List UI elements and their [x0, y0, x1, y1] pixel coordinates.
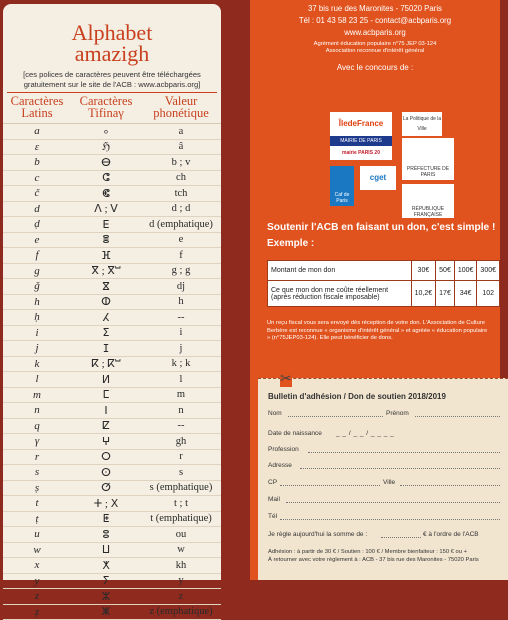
form-footnote [268, 548, 479, 564]
tifinagh-cell: ⴻ [71, 233, 141, 246]
tifinagh-cell: ⴱ [71, 156, 141, 169]
table-row [3, 574, 221, 590]
prenom-label: Prénom [386, 410, 409, 417]
phone-email: Tél : 01 43 58 23 25 - contact@acbparis.org [250, 15, 500, 27]
tifinagh-cell: ⵓ [71, 528, 141, 541]
nom-field[interactable] [288, 416, 383, 417]
cut-line [258, 378, 508, 379]
latin-cell: ẓ [3, 606, 71, 618]
latin-cell: ǧ [3, 280, 71, 292]
alphabet-card [3, 4, 221, 580]
tifinagh-cell: ⵢ [71, 574, 141, 587]
latin-cell: x [3, 559, 71, 571]
phonetic-cell: h [141, 296, 221, 307]
naissance-label: Date de naissance [268, 430, 322, 437]
website: www.acbparis.org [250, 27, 500, 39]
phonetic-cell: -- [141, 312, 221, 323]
table-row [3, 357, 221, 373]
tifinagh-cell: ⵊ [71, 342, 141, 355]
table-row [3, 264, 221, 280]
tifinagh-cell: ⴹ [71, 218, 141, 231]
table-row [3, 512, 221, 528]
header-latin: Caractères Latins [3, 95, 71, 119]
latin-cell: r [3, 451, 71, 463]
table-row [3, 202, 221, 218]
table-row [3, 419, 221, 435]
row2-label: Ce que mon don me coûte réellement (après réduction fiscale imposable) [268, 281, 412, 307]
adresse-label: Adresse [268, 462, 292, 469]
font-download-note: [ces polices de caractères peuvent être téléchargées gratuitement sur le site de l'ACB : www.acbparis.org] [3, 70, 221, 89]
amount-field[interactable] [381, 537, 421, 538]
table-cell: 50€ [436, 261, 455, 281]
phonetic-cell: k ; k [141, 358, 221, 369]
tifinagh-cell: ⵅ [71, 559, 141, 572]
phonetic-cell: w [141, 544, 221, 555]
table-row [268, 261, 500, 281]
profession-label: Profession [268, 446, 299, 453]
table-row [3, 310, 221, 326]
table-row [3, 341, 221, 357]
table-row [3, 155, 221, 171]
tifinagh-cell: ⵛ [71, 171, 141, 184]
phonetic-cell: t (emphatique) [141, 513, 221, 524]
table-cell: 102 [477, 281, 500, 307]
phonetic-cell: m [141, 389, 221, 400]
phonetic-cell: z (emphatique) [141, 606, 221, 617]
naissance-field[interactable]: _ _ / _ _ / _ _ _ _ [336, 430, 394, 437]
phonetic-cell: dj [141, 281, 221, 292]
cp-label: CP [268, 479, 277, 486]
tifinagh-cell: ⵚ [71, 481, 141, 494]
latin-cell: m [3, 389, 71, 401]
latin-cell: h [3, 296, 71, 308]
phonetic-cell: y [141, 575, 221, 586]
phonetic-cell: b ; v [141, 157, 221, 168]
phonetic-cell: j [141, 343, 221, 354]
latin-cell: u [3, 528, 71, 540]
phonetic-cell: t ; t [141, 498, 221, 509]
table-row [3, 481, 221, 497]
tifinagh-cell: ⴽ ; ⴽⵯ [71, 357, 141, 370]
tifinagh-cell: ⵡ [71, 543, 141, 556]
tifinagh-cell: ⵉ [71, 326, 141, 339]
table-row [3, 589, 221, 605]
latin-cell: i [3, 327, 71, 339]
latin-cell: y [3, 575, 71, 587]
ville-field[interactable] [400, 485, 500, 486]
table-row [3, 171, 221, 187]
agrement: Agrément éducation populaire n°75 JEP 03-124 [250, 41, 500, 48]
table-row [3, 605, 221, 620]
table-row [3, 233, 221, 249]
phonetic-cell: d ; d [141, 203, 221, 214]
latin-cell: q [3, 420, 71, 432]
table-row [3, 543, 221, 559]
footnote-line-1: Adhésion : à partir de 30 € / Soutien : 100 € / Membre bienfaiteur : 150 € ou + [268, 548, 479, 556]
politique-ville-logo: La Politique de la Ville [402, 112, 442, 136]
tifinagh-cell: ⵣ [71, 590, 141, 603]
tifinagh-cell: ∘ [71, 125, 141, 138]
adresse-field[interactable] [300, 468, 500, 469]
latin-cell: t [3, 497, 71, 509]
latin-cell: b [3, 156, 71, 168]
tifinagh-cell: ⵏ [71, 404, 141, 417]
tifinagh-cell: ⵟ [71, 512, 141, 525]
table-row [268, 281, 500, 307]
address: 37 bis rue des Maronites - 75020 Paris [250, 3, 500, 15]
profession-field[interactable] [308, 452, 500, 453]
table-row [3, 295, 221, 311]
donation-headline: Soutenir l'ACB en faisant un don, c'est simple ! [267, 221, 495, 235]
phonetic-cell: f [141, 250, 221, 261]
regle-label: Je règle aujourd'hui la somme de : [268, 531, 367, 538]
header-phonetic: Valeur phonétique [141, 95, 221, 119]
divider [7, 92, 217, 93]
nom-label: Nom [268, 410, 282, 417]
tifinagh-cell: ⴳ ; ⴳⵯ [71, 264, 141, 277]
partners-heading: Avec le concours de : [250, 63, 500, 72]
cp-field[interactable] [280, 485, 380, 486]
tifinagh-cell: ℌ [71, 140, 141, 153]
partner-logos [330, 112, 480, 222]
phonetic-cell: s (emphatique) [141, 482, 221, 493]
tifinagh-cell: ⵥ [71, 605, 141, 618]
tifinagh-cell: ⵇ [71, 419, 141, 432]
header-tifinagh: Caractères Tifinaγ [71, 95, 141, 119]
tifinagh-cell: ⵞ [71, 187, 141, 200]
table-row [3, 186, 221, 202]
table-cell: 34€ [454, 281, 477, 307]
table-cell: 10,2€ [411, 281, 436, 307]
latin-cell: f [3, 249, 71, 261]
latin-cell: s [3, 466, 71, 478]
tifinagh-cell: ⴼ [71, 249, 141, 262]
table-row [3, 248, 221, 264]
table-cell: 100€ [454, 261, 477, 281]
column-headers [3, 95, 221, 119]
mail-label: Mail [268, 496, 280, 503]
phonetic-cell: d (emphatique) [141, 219, 221, 230]
table-row [3, 326, 221, 342]
iledefrance-logo: ÎledeFrance [330, 112, 392, 136]
phonetic-cell: z [141, 591, 221, 602]
phonetic-cell: n [141, 405, 221, 416]
table-cell: 17€ [436, 281, 455, 307]
alphabet-title [3, 22, 221, 64]
table-row [3, 496, 221, 512]
table-cell: 30€ [411, 261, 436, 281]
phonetic-cell: s [141, 467, 221, 478]
latin-cell: j [3, 342, 71, 354]
table-row [3, 450, 221, 466]
latin-cell: ṭ [3, 513, 71, 525]
donation-table [267, 260, 500, 307]
agrement-block [250, 41, 500, 55]
tifinagh-cell: ⵙ [71, 466, 141, 479]
latin-cell: a [3, 125, 71, 137]
row1-label: Montant de mon don [268, 261, 412, 281]
phonetic-cell: r [141, 451, 221, 462]
tax-receipt-note: Un reçu fiscal vous sera envoyé dès réception de votre don. L'Association de Culture Berbère est reconnue « organisme d'intérêt général » et agréée « éducation populaire » (n°75JEP03-124). Elle peut bénéficier de dons. [267, 320, 492, 343]
tifinagh-cell: ⴷ ; ⴸ [71, 202, 141, 215]
mail-field[interactable] [286, 502, 500, 503]
tifinagh-cell: ⵍ [71, 373, 141, 386]
tel-field[interactable] [280, 519, 500, 520]
latin-cell: č [3, 187, 71, 199]
tifinagh-cell: ⵀ [71, 295, 141, 308]
phonetic-cell: ch [141, 172, 221, 183]
utilite: Association reconnue d'intérêt général [250, 48, 500, 55]
table-row [3, 217, 221, 233]
latin-cell: z [3, 590, 71, 602]
tifinagh-cell: ⵖ [71, 435, 141, 448]
phonetic-cell: e [141, 234, 221, 245]
phonetic-cell: -- [141, 420, 221, 431]
prefecture-logo: RÉPUBLIQUE FRANÇAISE [402, 184, 454, 218]
mairie-paris-logo: MAIRIE DE PARIS [330, 136, 392, 146]
table-row [3, 465, 221, 481]
table-row [3, 434, 221, 450]
republique-francaise-logo: PRÉFECTURE DE PARIS [402, 138, 454, 180]
example-label: Exemple : [267, 238, 314, 249]
latin-cell: ḥ [3, 311, 71, 323]
latin-cell: l [3, 373, 71, 385]
cget-logo: cget [360, 166, 396, 190]
membership-form [258, 378, 508, 580]
caf-logo: Caf de Paris [330, 166, 354, 206]
phonetic-cell: g ; g [141, 265, 221, 276]
latin-cell: ɛ [3, 141, 71, 153]
info-panel [250, 0, 500, 580]
latin-cell: d [3, 203, 71, 215]
tel-label: Tél [268, 513, 277, 520]
tifinagh-cell: ⵎ [71, 388, 141, 401]
latin-cell: n [3, 404, 71, 416]
latin-cell: ṣ [3, 482, 71, 494]
form-title: Bulletin d'adhésion / Don de soutien 2018/2019 [268, 392, 446, 401]
phonetic-cell: gh [141, 436, 221, 447]
table-row [3, 372, 221, 388]
footnote-line-2: À retourner avec votre règlement à : ACB - 37 bis rue des Maronites - 75020 Paris [268, 556, 479, 564]
table-row [3, 279, 221, 295]
ville-label: Ville [383, 479, 395, 486]
phonetic-cell: tch [141, 188, 221, 199]
title-line-1: Alphabet [3, 22, 221, 43]
alphabet-table [3, 123, 221, 620]
latin-cell: ḍ [3, 218, 71, 230]
tifinagh-cell: ⵔ [71, 450, 141, 463]
alphabet-panel [0, 0, 250, 580]
latin-cell: γ [3, 435, 71, 447]
table-row [3, 124, 221, 140]
tifinagh-cell: ⵃ [71, 311, 141, 324]
mairie-20-logo: mairie PARIS 20 [330, 146, 392, 160]
phonetic-cell: kh [141, 560, 221, 571]
phonetic-cell: i [141, 327, 221, 338]
latin-cell: k [3, 358, 71, 370]
table-cell: 300€ [477, 261, 500, 281]
latin-cell: w [3, 544, 71, 556]
prenom-field[interactable] [415, 416, 500, 417]
phonetic-cell: ou [141, 529, 221, 540]
contact-block [250, 3, 500, 39]
table-row [3, 388, 221, 404]
phonetic-cell: â [141, 141, 221, 152]
scissors-icon: ✂ [280, 370, 292, 387]
tifinagh-cell: ⵜ ; ⵝ [71, 497, 141, 510]
table-row [3, 527, 221, 543]
latin-cell: g [3, 265, 71, 277]
phonetic-cell: l [141, 374, 221, 385]
latin-cell: c [3, 172, 71, 184]
table-row [3, 403, 221, 419]
latin-cell: e [3, 234, 71, 246]
tifinagh-cell: ⴵ [71, 280, 141, 293]
title-line-2: amazigh [3, 43, 221, 64]
table-row [3, 140, 221, 156]
table-row [3, 558, 221, 574]
ordre-label: € à l'ordre de l'ACB [423, 531, 479, 538]
phonetic-cell: a [141, 126, 221, 137]
